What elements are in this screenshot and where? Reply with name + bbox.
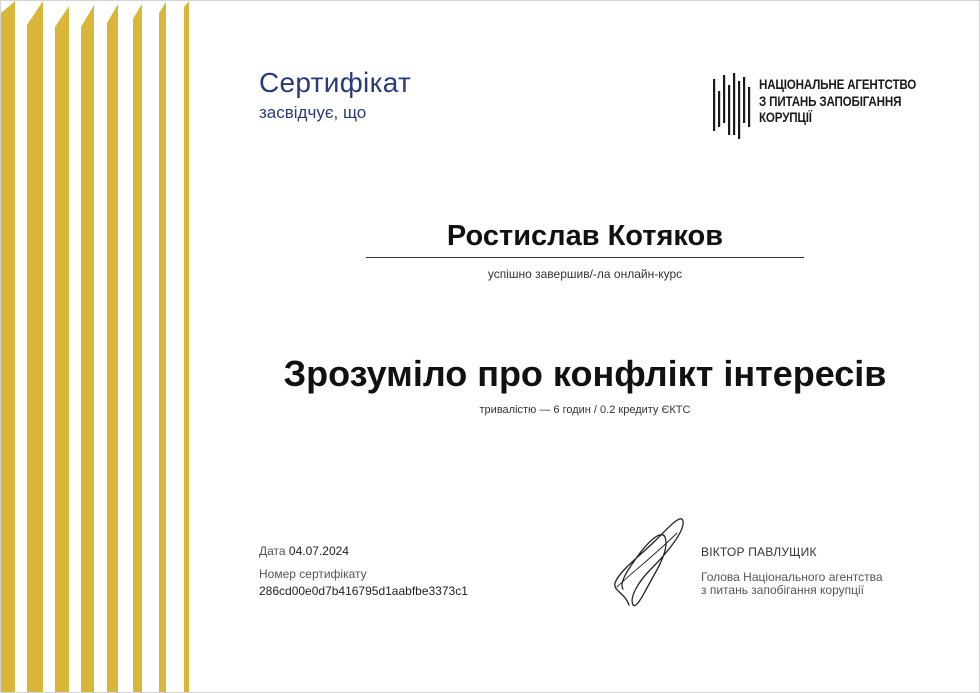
signer-name: ВІКТОР ПАВЛУЩИК <box>701 545 817 559</box>
signer-role-line-2: з питань запобігання корупції <box>701 583 865 597</box>
stripe-4 <box>81 5 94 693</box>
stripe-6 <box>133 4 142 693</box>
handwritten-signature <box>607 513 691 609</box>
certificate-number-label: Номер сертифікату <box>259 567 367 581</box>
signer-role-line-1: Голова Національного агентства <box>701 570 883 584</box>
certificate-title: Сертифікат <box>259 67 412 98</box>
signer-role <box>701 571 931 597</box>
date-label: Дата <box>259 544 286 558</box>
logo-line-2: З ПИТАНЬ ЗАПОБІГАННЯ <box>759 93 902 109</box>
recipient-name: Ростислав Котяков <box>446 220 724 252</box>
nazk-logo <box>712 71 922 143</box>
date-value: 04.07.2024 <box>288 544 349 558</box>
stripe-5 <box>107 4 118 693</box>
decorative-gold-stripes <box>1 1 201 693</box>
logo-line-3: КОРУПЦІЇ <box>759 110 812 125</box>
logo-line-1: НАЦІОНАЛЬНЕ АГЕНТСТВО <box>759 77 917 92</box>
stripe-8 <box>184 1 189 693</box>
nazk-logo-mark-icon <box>712 71 752 143</box>
course-title: Зрозуміло про конфлікт інтересів <box>283 353 887 394</box>
nazk-logo-text <box>759 77 917 127</box>
certificate-number-value: 286cd00e0d7b416795d1aabfbe3373c1 <box>259 584 468 598</box>
stripe-3 <box>55 6 69 693</box>
stripe-2 <box>27 1 43 693</box>
course-duration: тривалістю — 6 годин / 0.2 кредиту ЄКТС <box>479 404 691 416</box>
certificate-subtitle: засвідчує, що <box>259 103 367 122</box>
name-underline <box>366 257 804 258</box>
stripe-1 <box>1 1 15 693</box>
issue-date <box>259 544 349 558</box>
completed-course-text: успішно завершив/-ла онлайн-курс <box>487 267 683 281</box>
stripe-7 <box>159 2 166 693</box>
